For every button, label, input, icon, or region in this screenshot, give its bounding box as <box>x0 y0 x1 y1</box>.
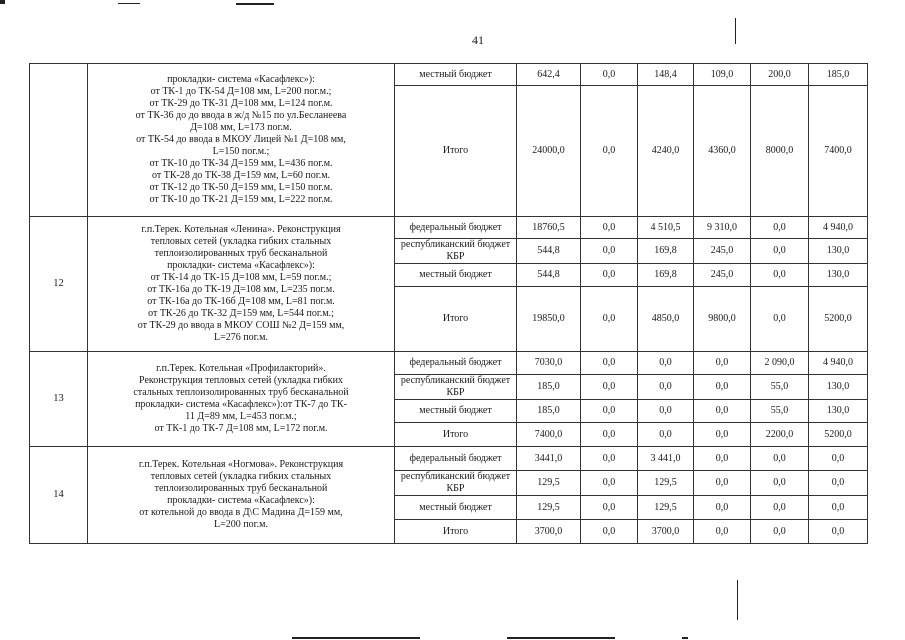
description-line: от ТК-26 до ТК-32 Д=159 мм, L=544 пог.м.; <box>148 308 334 319</box>
table-row <box>30 217 868 239</box>
amount-cell: 4240,0 <box>638 86 694 217</box>
funding-source: Итого <box>395 287 517 352</box>
amount-cell: 2200,0 <box>751 423 809 447</box>
description-line: от ТК-10 до ТК-34 Д=159 мм, L=436 пог.м. <box>149 158 333 169</box>
description-line: г.п.Терек. Котельная «Ленина». Реконструкция <box>141 224 341 235</box>
description-line: теплоизолированных труб бесканальной <box>154 248 328 259</box>
amount-cell: 129,5 <box>638 471 694 496</box>
scan-mark <box>507 637 615 639</box>
description-line: прокладки- система «Касафлекс»): <box>167 260 315 271</box>
description-line: Реконструкция тепловых сетей (укладка гибких <box>139 375 343 386</box>
amount-cell: 0,0 <box>694 471 751 496</box>
description-line: от ТК-12 до ТК-50 Д=159 мм, L=150 пог.м. <box>149 182 333 193</box>
amount-cell: 5200,0 <box>809 287 868 352</box>
amount-cell: 0,0 <box>751 287 809 352</box>
amount-cell: 0,0 <box>581 423 638 447</box>
description-line: тепловых сетей (укладка гибких стальных <box>150 236 332 247</box>
funding-source: республиканский бюджет КБР <box>395 471 517 496</box>
description-line: от ТК-1 до ТК-7 Д=108 мм, L=172 пог.м. <box>154 423 328 434</box>
amount-cell: 0,0 <box>809 471 868 496</box>
amount-cell: 185,0 <box>809 64 868 86</box>
amount-cell: 18760,5 <box>517 217 581 239</box>
amount-cell: 0,0 <box>581 239 638 264</box>
amount-cell: 7400,0 <box>809 86 868 217</box>
amount-cell: 5200,0 <box>809 423 868 447</box>
row-number: 13 <box>30 352 88 447</box>
amount-cell: 0,0 <box>751 264 809 287</box>
table-row <box>30 447 868 471</box>
amount-cell: 0,0 <box>809 496 868 520</box>
amount-cell: 7030,0 <box>517 352 581 375</box>
amount-cell: 0,0 <box>581 287 638 352</box>
amount-cell: 0,0 <box>694 447 751 471</box>
description-line: стальных теплоизолированных труб бесканальной <box>133 387 349 398</box>
amount-cell: 4 940,0 <box>809 217 868 239</box>
amount-cell: 4 510,5 <box>638 217 694 239</box>
amount-cell: 0,0 <box>581 264 638 287</box>
description-line: г.п.Терек. Котельная «Ногмова». Реконструкция <box>138 459 344 470</box>
description-line: от котельной до ввода в Д\С Мадина Д=159 мм, <box>139 507 343 518</box>
amount-cell: 0,0 <box>581 64 638 86</box>
budget-table <box>29 63 868 544</box>
amount-cell: 185,0 <box>517 400 581 423</box>
funding-source: местный бюджет <box>395 400 517 423</box>
amount-cell: 3700,0 <box>517 520 581 544</box>
amount-cell: 0,0 <box>694 423 751 447</box>
amount-cell: 0,0 <box>694 496 751 520</box>
funding-source: местный бюджет <box>395 496 517 520</box>
amount-cell: 0,0 <box>581 375 638 400</box>
description-line: от ТК-16а до ТК-16б Д=108 мм, L=81 пог.м. <box>147 296 335 307</box>
description-line: 11 Д=89 мм, L=453 пог.м.; <box>185 411 297 422</box>
row-number: 14 <box>30 447 88 544</box>
description-line: теплоизолированных труб бесканальной <box>154 483 328 494</box>
amount-cell: 0,0 <box>694 520 751 544</box>
project-description <box>88 64 395 217</box>
amount-cell: 0,0 <box>751 239 809 264</box>
amount-cell: 148,4 <box>638 64 694 86</box>
amount-cell: 0,0 <box>694 352 751 375</box>
budget-table-body <box>30 64 868 544</box>
project-description <box>88 447 395 544</box>
amount-cell: 0,0 <box>751 496 809 520</box>
amount-cell: 0,0 <box>638 400 694 423</box>
amount-cell: 642,4 <box>517 64 581 86</box>
amount-cell: 130,0 <box>809 400 868 423</box>
funding-source: федеральный бюджет <box>395 217 517 239</box>
description-line: от ТК-28 до ТК-38 Д=159 мм, L=60 пог.м. <box>151 170 331 181</box>
amount-cell: 0,0 <box>809 447 868 471</box>
scan-mark <box>292 637 420 639</box>
amount-cell: 0,0 <box>581 520 638 544</box>
amount-cell: 185,0 <box>517 375 581 400</box>
scan-mark <box>682 637 688 639</box>
description-line: L=276 пог.м. <box>214 332 268 343</box>
scan-mark <box>737 580 738 620</box>
description-line: от ТК-29 до ввода в МКОУ СОШ №2 Д=159 мм, <box>137 320 345 331</box>
row-number <box>30 64 88 217</box>
amount-cell: 200,0 <box>751 64 809 86</box>
description-line: от ТК-10 до ТК-21 Д=159 мм, L=222 пог.м. <box>149 194 333 205</box>
description-line: от ТК-14 до ТК-15 Д=108 мм, L=59 пог.м.; <box>150 272 332 283</box>
funding-source: федеральный бюджет <box>395 447 517 471</box>
amount-cell: 129,5 <box>517 496 581 520</box>
description-line: г.п.Терек. Котельная «Профилакторий». <box>156 363 326 374</box>
amount-cell: 9 310,0 <box>694 217 751 239</box>
description-line: прокладки- система «Касафлекс»):от ТК-7 до ТК- <box>135 399 347 410</box>
funding-source: республиканский бюджет КБР <box>395 375 517 400</box>
amount-cell: 0,0 <box>581 86 638 217</box>
scan-mark <box>118 3 140 4</box>
row-number: 12 <box>30 217 88 352</box>
amount-cell: 169,8 <box>638 239 694 264</box>
amount-cell: 245,0 <box>694 239 751 264</box>
funding-source: республиканский бюджет КБР <box>395 239 517 264</box>
scan-mark <box>735 18 736 44</box>
amount-cell: 245,0 <box>694 264 751 287</box>
amount-cell: 0,0 <box>751 471 809 496</box>
amount-cell: 7400,0 <box>517 423 581 447</box>
amount-cell: 4850,0 <box>638 287 694 352</box>
scan-mark <box>0 0 5 4</box>
amount-cell: 544,8 <box>517 239 581 264</box>
description-line: тепловых сетей (укладка гибких стальных <box>150 471 332 482</box>
funding-source: местный бюджет <box>395 64 517 86</box>
amount-cell: 0,0 <box>581 471 638 496</box>
funding-source: Итого <box>395 423 517 447</box>
amount-cell: 0,0 <box>694 375 751 400</box>
amount-cell: 544,8 <box>517 264 581 287</box>
amount-cell: 130,0 <box>809 375 868 400</box>
funding-source: федеральный бюджет <box>395 352 517 375</box>
table-row <box>30 64 868 86</box>
amount-cell: 19850,0 <box>517 287 581 352</box>
amount-cell: 0,0 <box>694 400 751 423</box>
amount-cell: 55,0 <box>751 400 809 423</box>
amount-cell: 130,0 <box>809 239 868 264</box>
amount-cell: 2 090,0 <box>751 352 809 375</box>
funding-source: Итого <box>395 86 517 217</box>
amount-cell: 0,0 <box>581 496 638 520</box>
amount-cell: 130,0 <box>809 264 868 287</box>
description-line: L=150 пог.м.; <box>212 146 270 157</box>
amount-cell: 129,5 <box>638 496 694 520</box>
amount-cell: 0,0 <box>638 352 694 375</box>
description-line: L=200 пог.м. <box>214 519 268 530</box>
description-line: прокладки- система «Касафлекс»): <box>167 495 315 506</box>
amount-cell: 0,0 <box>581 447 638 471</box>
description-line: от ТК-36 до до ввода в ж/д №15 по ул.Бесланеева <box>135 110 347 121</box>
funding-source: местный бюджет <box>395 264 517 287</box>
description-line: от ТК-54 до ввода в МКОУ Лицей №1 Д=108 мм, <box>136 134 346 145</box>
project-description <box>88 352 395 447</box>
amount-cell: 3441,0 <box>517 447 581 471</box>
amount-cell: 0,0 <box>638 423 694 447</box>
scan-mark <box>236 3 274 5</box>
amount-cell: 55,0 <box>751 375 809 400</box>
amount-cell: 4 940,0 <box>809 352 868 375</box>
amount-cell: 0,0 <box>638 375 694 400</box>
amount-cell: 0,0 <box>581 352 638 375</box>
amount-cell: 109,0 <box>694 64 751 86</box>
amount-cell: 0,0 <box>751 217 809 239</box>
amount-cell: 0,0 <box>809 520 868 544</box>
description-line: от ТК-1 до ТК-54 Д=108 мм, L=200 пог.м.; <box>150 86 332 97</box>
description-line: прокладки- система «Касафлекс»): <box>167 74 315 85</box>
amount-cell: 0,0 <box>581 400 638 423</box>
amount-cell: 3700,0 <box>638 520 694 544</box>
amount-cell: 0,0 <box>751 520 809 544</box>
funding-source: Итого <box>395 520 517 544</box>
amount-cell: 169,8 <box>638 264 694 287</box>
amount-cell: 0,0 <box>751 447 809 471</box>
amount-cell: 0,0 <box>581 217 638 239</box>
page-number: 41 <box>472 33 484 47</box>
description-line: Д=108 мм, L=173 пог.м. <box>190 122 292 133</box>
amount-cell: 24000,0 <box>517 86 581 217</box>
amount-cell: 3 441,0 <box>638 447 694 471</box>
project-description <box>88 217 395 352</box>
amount-cell: 9800,0 <box>694 287 751 352</box>
description-line: от ТК-16а до ТК-19 Д=108 мм, L=235 пог.м. <box>147 284 335 295</box>
amount-cell: 8000,0 <box>751 86 809 217</box>
amount-cell: 129,5 <box>517 471 581 496</box>
description-line: от ТК-29 до ТК-31 Д=108 мм, L=124 пог.м. <box>149 98 333 109</box>
table-row <box>30 352 868 375</box>
amount-cell: 4360,0 <box>694 86 751 217</box>
